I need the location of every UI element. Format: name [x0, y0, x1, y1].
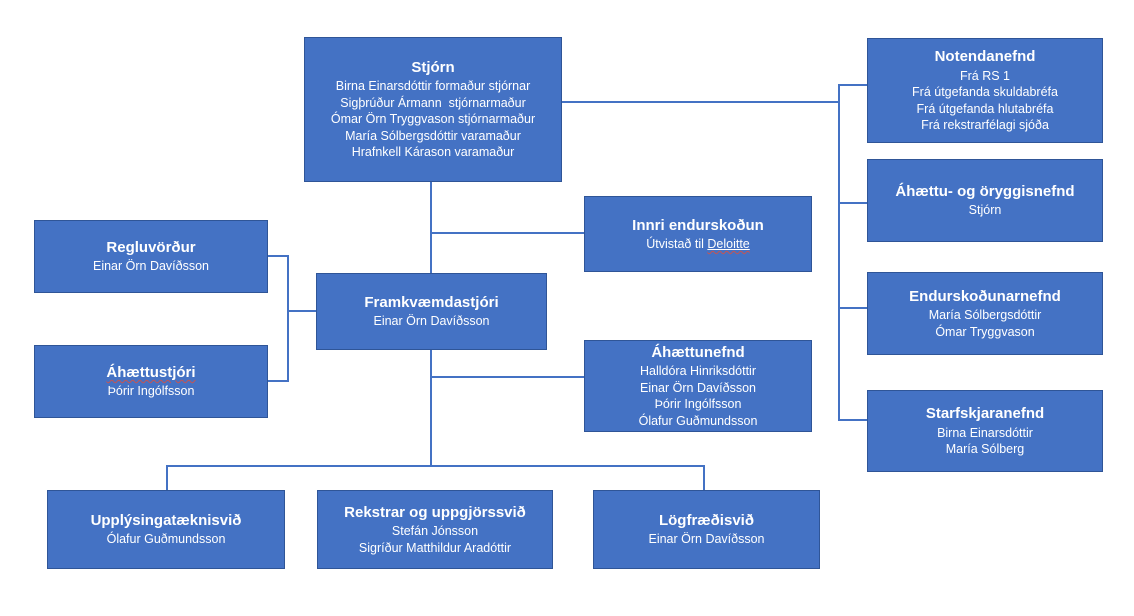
box-member: Stefán Jónsson — [391, 524, 479, 539]
connector-regluvordur-stub — [268, 255, 288, 257]
box-member: Birna Einarsdóttir — [937, 425, 1033, 440]
org-box-stjorn — [304, 37, 562, 182]
connector-left-to-framkvaemdastjori — [287, 310, 316, 312]
box-member: María Sólberg — [945, 442, 1025, 457]
box-title: Regluvörður — [106, 239, 196, 257]
connector-ahaettustjori-stub — [268, 380, 288, 382]
box-title: Rekstrar og uppgjörssvið — [344, 503, 526, 521]
box-member: Ólafur Guðmundsson — [106, 532, 226, 547]
box-member: Einar Örn Davíðsson — [373, 314, 490, 329]
box-title: Innri endurskoðun — [632, 216, 764, 234]
connector-stub-endurskodunarnefnd — [838, 307, 867, 309]
connector-stjorn-to-right-column — [562, 101, 839, 103]
box-title: Endurskoðunarnefnd — [909, 287, 1061, 305]
box-member: Ómar Tryggvason — [935, 324, 1035, 339]
box-member: Einar Örn Davíðsson — [648, 532, 765, 547]
box-title: Stjórn — [411, 59, 455, 77]
box-member: Einar Örn Davíðsson — [639, 380, 757, 395]
box-title: Framkvæmdastjóri — [364, 294, 499, 312]
connector-bottom-distribution — [166, 465, 705, 467]
org-box-rekstrar-og-uppgjorssvid — [317, 490, 553, 569]
connector-stjorn-to-framkvaemdastjori — [430, 182, 432, 274]
box-member: Frá útgefanda skuldabréfa — [912, 85, 1058, 100]
box-member: Ólafur Guðmundsson — [638, 413, 758, 428]
box-member: Hrafnkell Kárason varamaður — [351, 145, 515, 160]
connector-trunk-to-innri-endurskodun — [431, 232, 584, 234]
org-box-regluvordur — [34, 220, 268, 293]
box-member: Þórir Ingólfsson — [654, 397, 742, 412]
connector-drop-upplysingataeknisvid — [166, 465, 168, 490]
connector-drop-logfraedisvid — [703, 465, 705, 490]
org-box-upplysingataeknisvid — [47, 490, 285, 569]
org-box-ahaettustjori — [34, 345, 268, 418]
connector-stub-notendanefnd — [838, 84, 867, 86]
box-member — [646, 236, 750, 253]
box-title: Starfskjaranefnd — [925, 405, 1045, 423]
box-title: Notendanefnd — [934, 48, 1036, 66]
box-member: Frá RS 1 — [959, 68, 1010, 83]
box-title: Lögfræðisvið — [658, 512, 754, 530]
box-member: Þórir Ingólfsson — [107, 384, 195, 399]
box-member: Halldóra Hinriksdóttir — [639, 364, 756, 379]
box-title: Áhættunefnd — [651, 343, 745, 361]
box-member: Ómar Örn Tryggvason stjórnarmaður — [330, 112, 536, 127]
org-box-ahaettu-og-oryggisnefnd — [867, 159, 1103, 242]
connector-trunk-to-ahaettunefnd — [431, 376, 584, 378]
box-member: Stjórn — [968, 203, 1002, 218]
org-box-ahaettunefnd — [584, 340, 812, 432]
box-member: Frá útgefanda hlutabréfa — [916, 101, 1054, 116]
box-member: Sigríður Matthildur Aradóttir — [358, 540, 512, 555]
box-member: Sigþrúður Ármann stjórnarmaður — [340, 95, 526, 110]
connector-left-vertical — [287, 255, 289, 382]
deloitte-text-inner: Deloitte — [707, 236, 750, 251]
org-box-logfraedisvid — [593, 490, 820, 569]
box-title: Áhættu- og öryggisnefnd — [895, 183, 1075, 201]
box-title: Áhættustjóri — [106, 364, 196, 382]
connector-stub-ahaettu-og-oryggisnefnd — [838, 202, 867, 204]
org-box-endurskodunarnefnd — [867, 272, 1103, 355]
org-box-starfskjaranefnd — [867, 390, 1103, 472]
box-member: María Sólbergsdóttir — [928, 308, 1042, 323]
box-member: Einar Örn Davíðsson — [92, 259, 210, 274]
deloitte-text — [707, 237, 749, 251]
box-member: María Sólbergsdóttir varamaður — [345, 128, 521, 143]
box-member: Birna Einarsdóttir formaður stjórnar — [335, 79, 531, 94]
org-box-framkvaemdastjori — [316, 273, 547, 350]
connector-stub-starfskjaranefnd — [838, 419, 867, 421]
box-title: Upplýsingatæknisvið — [90, 512, 242, 530]
connector-right-vertical — [838, 84, 840, 421]
connector-framkvaemdastjori-to-bottom — [430, 350, 432, 467]
org-box-notendanefnd — [867, 38, 1103, 143]
box-member: Frá rekstrarfélagi sjóða — [921, 118, 1049, 133]
member-text: Útvistað til — [646, 236, 704, 251]
org-box-innri-endurskodun — [584, 196, 812, 272]
